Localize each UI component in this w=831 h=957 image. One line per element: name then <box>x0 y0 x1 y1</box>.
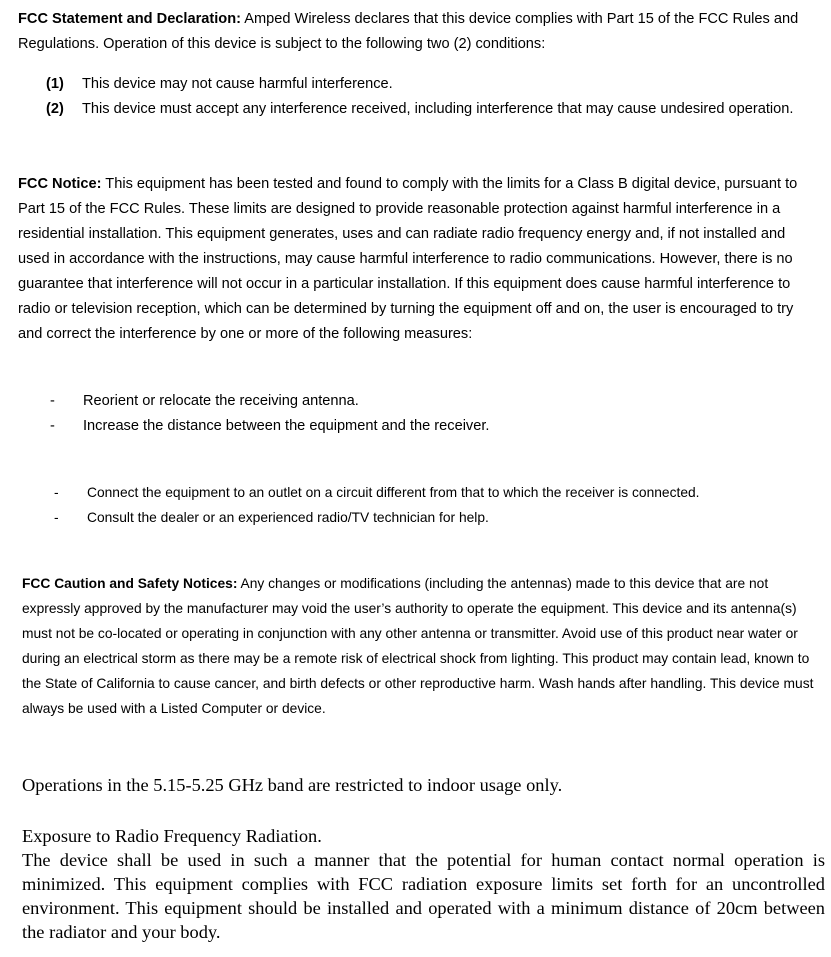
fcc-statement-heading: FCC Statement and Declaration: <box>18 11 241 27</box>
fcc-caution-text: Any changes or modifications (including the antennas) made to this device that are not expressly approved by the manufacturer may void the user’s authority to operate the equipment. This device and its antenna(s) must not be co-located or operating in conjunction with any other antenna or transmitter. Avoid use of this product near water or during an electrical storm as there may be a remote risk of electrical shock from lighting. This product may contain lead, known to the State of California to cause cancer, and birth defects or other reproductive harm. Wash hands after handling. This device must always be used with a Listed Computer or device. <box>22 576 814 716</box>
list-item <box>46 97 821 122</box>
list-item <box>54 505 774 530</box>
fcc-statement-paragraph <box>18 7 818 57</box>
measure-text: Consult the dealer or an experienced radio/TV technician for help. <box>87 510 489 525</box>
condition-text: This device must accept any interference received, including interference that may cause undesired operation. <box>82 101 794 117</box>
list-item <box>46 72 821 97</box>
measure-text: Reorient or relocate the receiving antenna. <box>83 393 359 409</box>
fcc-statement-text: Amped Wireless declares that this device complies with Part 15 of the FCC Rules and Regulations. Operation of this device is subject to the following two (2) conditions: <box>18 11 799 52</box>
measures-list-part1 <box>50 389 810 439</box>
measure-text: Increase the distance between the equipment and the receiver. <box>83 418 490 434</box>
fcc-caution-heading: FCC Caution and Safety Notices: <box>22 576 238 591</box>
list-item <box>50 389 810 414</box>
fcc-caution-paragraph <box>22 571 818 721</box>
bullet-dash: - <box>54 485 59 500</box>
measure-text: Connect the equipment to an outlet on a circuit different from that to which the receiver is connected. <box>87 485 700 500</box>
rf-exposure-section <box>22 824 825 944</box>
condition-text: This device may not cause harmful interference. <box>82 76 393 92</box>
rf-exposure-text: The device shall be used in such a manner that the potential for human contact normal operation is minimized. This equipment complies with FCC radiation exposure limits set forth for an uncontrolled environment. This equipment should be installed and operated with a minimum distance of 20cm between the radiator and your body. <box>22 850 825 942</box>
fcc-notice-paragraph <box>18 172 818 347</box>
condition-number: (1) <box>46 76 64 92</box>
list-item <box>54 480 774 505</box>
fcc-notice-heading: FCC Notice: <box>18 176 102 192</box>
rf-exposure-title: Exposure to Radio Frequency Radiation. <box>22 826 322 846</box>
bullet-dash: - <box>54 510 59 525</box>
fcc-notice-text: This equipment has been tested and found to comply with the limits for a Class B digital device, pursuant to Part 15 of the FCC Rules. These limits are designed to provide reasonable protection against harmful interference in a residential installation. This equipment generates, uses and can radiate radio frequency energy and, if not installed and used in accordance with the instructions, may cause harmful interference to radio communications. However, there is no guarantee that interference will not occur in a particular installation. If this equipment does cause harmful interference to radio or television reception, which can be determined by turning the equipment off and on, the user is encouraged to try and correct the interference by one or more of the following measures: <box>18 176 798 342</box>
bullet-dash: - <box>50 393 55 409</box>
conditions-list <box>46 72 821 122</box>
bullet-dash: - <box>50 418 55 434</box>
band-restriction-text: Operations in the 5.15-5.25 GHz band are restricted to indoor usage only. <box>22 775 563 795</box>
condition-number: (2) <box>46 101 64 117</box>
list-item <box>50 414 810 439</box>
measures-list-part2 <box>54 480 774 530</box>
